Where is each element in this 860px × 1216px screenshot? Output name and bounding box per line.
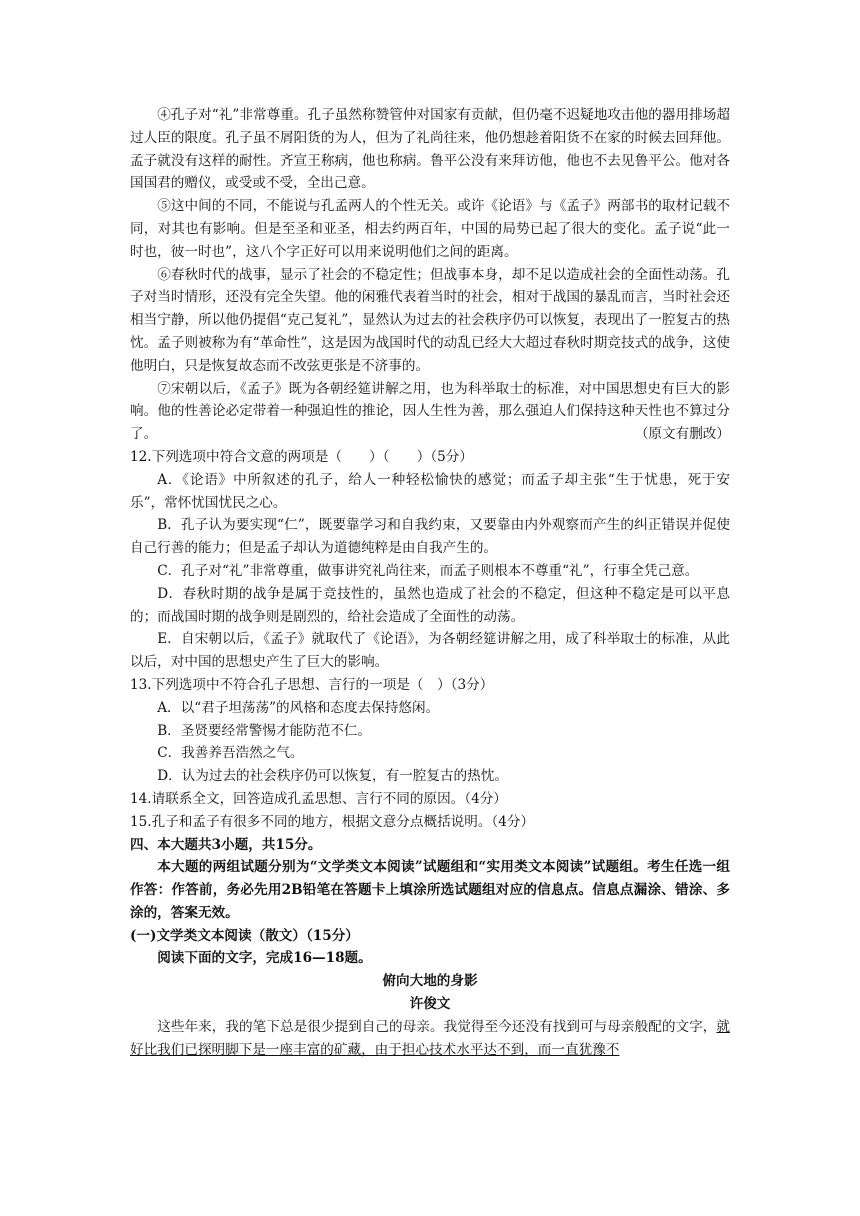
read-prompt: 阅读下面的文字，完成16—18题。 (157, 950, 372, 967)
question-15: 15.孔子和孟子有很多不同的地方，根据文意分点概括说明。（4分） (130, 813, 535, 830)
question-12-option-e: E．自宋朝以后，《孟子》就取代了《论语》，为各朝经筵讲解之用，成了科举取士的标准，从此以后，对中国的思想史产生了巨大的影响。 (130, 631, 730, 671)
section-4-heading: 四、本大题共3小题，共15分。 (130, 836, 322, 853)
question-13-stem: 13.下列选项中不符合孔子思想、言行的一项是（ ）（3分） (130, 676, 494, 693)
essay-paragraph-1 (130, 1016, 730, 1062)
underlined-sentence: 就好比我们已探明脚下是一座丰富的矿藏，由于担心技术水平达不到，而一直犹豫不 (130, 1018, 730, 1058)
question-12-option-a: A．《论语》中所叙述的孔子，给人一种轻松愉快的感觉；而孟子却主张“生于忧患，死于安乐”，常怀忧国忧民之心。 (130, 471, 730, 511)
question-13-option-b: B．圣贤要经常警惕才能防范不仁。 (157, 722, 372, 739)
question-12-option-d: D．春秋时期的战争是属于竞技性的，虽然也造成了社会的不稳定，但这种不稳定是可以平息的；而战国时期的战争则是剧烈的，给社会造成了全面性的动荡。 (130, 585, 730, 625)
question-12-stem: 12.下列选项中符合文意的两项是（ ）（ ）（5分） (130, 448, 473, 465)
essay-paragraph-1-text: 这些年来，我的笔下总是很少提到自己的母亲。我觉得至今还没有找到可与母亲般配的文字， (157, 1018, 717, 1035)
passage-paragraph-4: ④孔子对“礼”非常尊重。孔子虽然称赞管仲对国家有贡献，但仍毫不迟疑地攻击他的器用排场超过人臣的限度。孔子虽不屑阳货的为人，但为了礼尚往来，他仍想趁着阳货不在家的时候去回拜他。孟子就没有这样的耐性。齐宣王称病，他也称病。鲁平公没有来拜访他，他也不去见鲁平公。他对各国国君的赠仪，或受或不受，全出己意。 (130, 107, 730, 192)
question-13-option-c: C．我善养吾浩然之气。 (157, 745, 304, 762)
passage-paragraph-6: ⑥春秋时代的战事，显示了社会的不稳定性；但战事本身，却不足以造成社会的全面性动荡。孔子对当时情形，还没有完全失望。他的闲雅代表着当时的社会，相对于战国的暴乱而言，当时社会还相当宁静，所以他仍提倡“克己复礼”，显然认为过去的社会秩序仍可以恢复，表现出了一腔复古的热忱。孟子则被称为有“革命性”，这是因为战国时代的动乱已经大大超过春秋时期竞技式的战争，这使他明白，只是恢复故态而不改弦更张是不济事的。 (130, 266, 730, 374)
passage-paragraph-7-text: ⑦宋朝以后，《孟子》既为各朝经筵讲解之用，也为科举取士的标准，对中国思想史有巨大的影响。他的性善论必定带着一种强迫性的推论，因人生性为善，那么强迫人们保持这种天性也不算过分了。 (130, 380, 730, 443)
question-13-option-d: D．认为过去的社会秩序仍可以恢复，有一腔复古的热忱。 (157, 768, 508, 785)
group-1-heading: (一)文学类文本阅读（散文）（15分） (130, 927, 359, 944)
passage-paragraph-5: ⑤这中间的不同，不能说与孔孟两人的个性无关。或许《论语》与《孟子》两部书的取材记载不同，对其也有影响。但是至圣和亚圣，相去约两百年，中国的局势已起了很大的变化。孟子说“此一时也，彼一时也”，这八个字正好可以用来说明他们之间的距离。 (130, 198, 730, 260)
page-content (130, 104, 730, 1061)
source-note: （原文有删改） (634, 426, 730, 443)
essay-title: 俯向大地的身影 (382, 973, 478, 990)
question-12-option-c: C．孔子对“礼”非常尊重，做事讲究礼尚往来，而孟子则根本不尊重“礼”，行事全凭己意。 (157, 562, 699, 579)
essay-author: 许俊文 (409, 996, 451, 1013)
question-14: 14.请联系全文，回答造成孔孟思想、言行不同的原因。（4分） (130, 790, 507, 807)
question-12-option-b: B．孔子认为要实现“仁”，既要靠学习和自我约束，又要靠由内外观察而产生的纠正错误并促使自己行善的能力；但是孟子却认为道德纯粹是由自我产生的。 (130, 517, 730, 557)
passage-paragraph-7 (130, 378, 730, 446)
section-4-instruction: 本大题的两组试题分别为“文学类文本阅读”试题组和“实用类文本阅读”试题组。考生任选一组作答：作答前，务必先用2B铅笔在答题卡上填涂所选试题组对应的信息点。信息点漏涂、错涂、多涂的，答案无效。 (130, 859, 730, 921)
question-13-option-a: A．以“君子坦荡荡”的风格和态度去保持悠闲。 (157, 699, 440, 716)
